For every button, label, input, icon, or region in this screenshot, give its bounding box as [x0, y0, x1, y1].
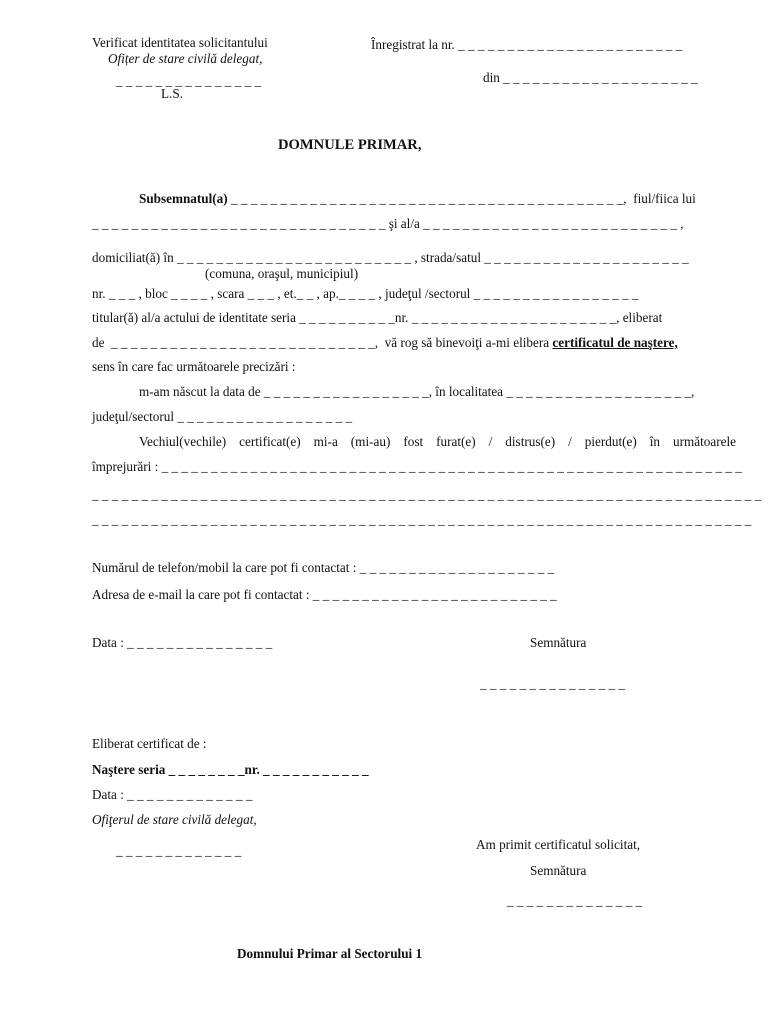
officer-delegate-label: Ofițer de stare civilă delegat,	[108, 51, 263, 66]
county-line[interactable]: judeţul/sectorul _ _ _ _ _ _ _ _ _ _ _ _ _ _ _ _ _ _	[92, 409, 353, 424]
birth-series-field[interactable]: _ _ _ _ _ _ _ _nr. _ _ _ _ _ _ _ _ _ _ _	[165, 762, 369, 777]
birth-series-label: Naştere seria	[92, 762, 166, 777]
issuing-officer-signature-field[interactable]: _ _ _ _ _ _ _ _ _ _ _ _ _	[116, 843, 242, 858]
page-title: DOMNULE PRIMAR,	[278, 137, 422, 153]
received-certificate-label: Am primit certificatul solicitat,	[476, 837, 641, 852]
issued-date-field[interactable]: Data : _ _ _ _ _ _ _ _ _ _ _ _ _	[92, 787, 253, 802]
signature-label: Semnătura	[530, 635, 587, 650]
applicant-name-field[interactable]: _ _ _ _ _ _ _ _ _ _ _ _ _ _ _ _ _ _ _ _ _ _ _ _ _ _ _ _ _ _ _ _ _ _ _ _ _ _ _ _, fiul/fiica lui	[227, 191, 696, 206]
phone-field[interactable]: Numărul de telefon/mobil la care pot fi contactat : _ _ _ _ _ _ _ _ _ _ _ _ _ _ _ _ _ _ _ _	[92, 560, 555, 575]
received-signature-label: Semnătura	[530, 863, 587, 878]
issued-by-field[interactable]: de _ _ _ _ _ _ _ _ _ _ _ _ _ _ _ _ _ _ _ _ _ _ _ _ _ _ _, vă rog să binevoiţi a-mi elibera	[92, 335, 553, 350]
seal-label: L.S.	[161, 86, 183, 101]
registration-number-field[interactable]: Înregistrat la nr. _ _ _ _ _ _ _ _ _ _ _ _ _ _ _ _ _ _ _ _ _ _ _	[371, 37, 683, 52]
officer-signature-field[interactable]: _ _ _ _ _ _ _ _ _ _ _ _ _ _ _	[116, 73, 262, 88]
id-document-line[interactable]: titular(ă) al/a actului de identitate seria _ _ _ _ _ _ _ _ _ _nr. _ _ _ _ _ _ _ _ _ _ _ _ _ _ _ _ _ _ _ _ _, eliberat	[92, 310, 663, 325]
address-details-line[interactable]: nr. _ _ _ , bloc _ _ _ _ , scara _ _ _ , et._ _ , ap._ _ _ _ , judeţul /sectorul _ _ _ _ _ _ _ _ _ _ _ _ _ _ _ _ _	[92, 286, 639, 301]
domicile-hint: (comuna, oraşul, municipiul)	[205, 266, 359, 281]
date-field[interactable]: Data : _ _ _ _ _ _ _ _ _ _ _ _ _ _ _	[92, 635, 273, 650]
parents-line[interactable]: _ _ _ _ _ _ _ _ _ _ _ _ _ _ _ _ _ _ _ _ _ _ _ _ _ _ _ _ _ _ şi al/a _ _ _ _ _ _ _ _ _ _ _ _ _ _ _ _ _ _ _ _ _ _ _ _ _ _ ,	[92, 216, 684, 231]
registration-date-field[interactable]: din _ _ _ _ _ _ _ _ _ _ _ _ _ _ _ _ _ _ _ _	[483, 70, 698, 85]
lost-certificate-statement: Vechiul(vechile) certificat(e) mi-a (mi-au) fost furat(e) / distrus(e) / pierdut(e) în următoarele	[139, 434, 736, 449]
issued-certificate-label: Eliberat certificat de :	[92, 736, 207, 751]
statement-intro: sens în care fac următoarele precizări :	[92, 359, 296, 374]
circumstances-line-2[interactable]: _ _ _ _ _ _ _ _ _ _ _ _ _ _ _ _ _ _ _ _ _ _ _ _ _ _ _ _ _ _ _ _ _ _ _ _ _ _ _ _ _ _ _ _ _ _ _ _ _ _ _ _ _ _ _ _ _ _ _ _ _ _ _ _ _ _ _ _	[92, 487, 762, 502]
signature-field[interactable]: _ _ _ _ _ _ _ _ _ _ _ _ _ _ _	[480, 676, 626, 691]
circumstances-line-1[interactable]: împrejurări : _ _ _ _ _ _ _ _ _ _ _ _ _ _ _ _ _ _ _ _ _ _ _ _ _ _ _ _ _ _ _ _ _ _ _ _ _ _ _ _ _ _ _ _ _ _ _ _ _ _ _ _ _ _ _ _ _ _ _	[92, 459, 742, 474]
received-signature-field[interactable]: _ _ _ _ _ _ _ _ _ _ _ _ _ _	[507, 893, 643, 908]
circumstances-line-3[interactable]: _ _ _ _ _ _ _ _ _ _ _ _ _ _ _ _ _ _ _ _ _ _ _ _ _ _ _ _ _ _ _ _ _ _ _ _ _ _ _ _ _ _ _ _ _ _ _ _ _ _ _ _ _ _ _ _ _ _ _ _ _ _ _ _ _ _ _	[92, 512, 752, 527]
birth-series-line[interactable]	[92, 762, 369, 778]
issuing-officer-label: Ofiţerul de stare civilă delegat,	[92, 812, 257, 827]
birth-certificate-emphasis: certificatul de naştere,	[552, 335, 678, 350]
birth-date-place-line[interactable]: m-am născut la data de _ _ _ _ _ _ _ _ _ _ _ _ _ _ _ _ _, în localitatea _ _ _ _ _ _ _ _ _ _ _ _ _ _ _ _ _ _ _,	[139, 384, 695, 399]
email-field[interactable]: Adresa de e-mail la care pot fi contactat : _ _ _ _ _ _ _ _ _ _ _ _ _ _ _ _ _ _ _ _ _ _ _ _ _	[92, 587, 557, 602]
issued-by-line[interactable]	[92, 335, 678, 351]
verified-identity-label: Verificat identitatea solicitantului	[92, 35, 268, 50]
addressee-footer: Domnului Primar al Sectorului 1	[237, 946, 423, 961]
domicile-line[interactable]: domiciliat(ă) în _ _ _ _ _ _ _ _ _ _ _ _ _ _ _ _ _ _ _ _ _ _ _ _ , strada/satul _ _ _ _ _ _ _ _ _ _ _ _ _ _ _ _ _ _ _ _ _	[92, 250, 689, 265]
applicant-label: Subsemnatul(a)	[139, 191, 228, 206]
applicant-name-line[interactable]	[139, 191, 696, 207]
